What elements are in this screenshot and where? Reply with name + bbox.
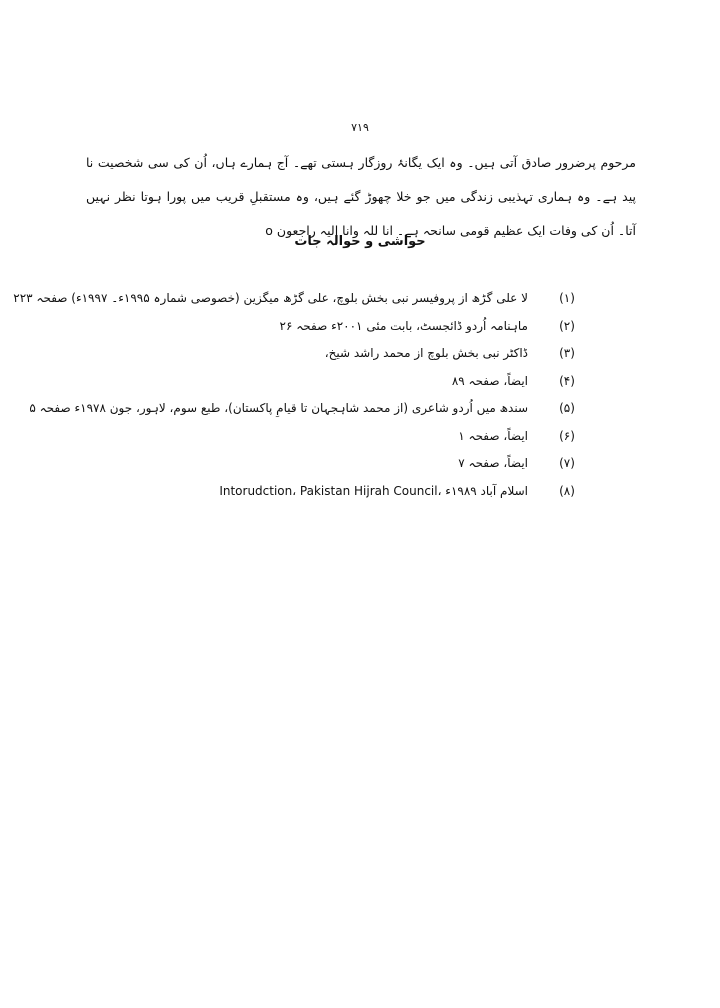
reference-item (140, 479, 580, 507)
reference-text: ماہنامہ اُردو ڈائجسٹ، بابت مئی ۲۰۰۱ء صفحہ ۲۶ (279, 318, 528, 333)
reference-item (140, 314, 580, 342)
reference-item (29, 396, 580, 424)
reference-number: (۵) (559, 401, 575, 415)
reference-number: (۳) (559, 346, 575, 360)
reference-number: (۸) (559, 483, 575, 498)
reference-item (140, 369, 580, 397)
reference-text: ایضاً، صفحہ ۱ (458, 428, 528, 443)
reference-item (140, 341, 580, 369)
reference-text: Intorudction، Pakistan Hijrah Council، اسلام آباد ۱۹۸۹ء (219, 483, 528, 498)
reference-item (140, 424, 580, 452)
reference-text: ایضاً، صفحہ ۸۹ (451, 373, 528, 388)
reference-item (13, 286, 580, 314)
references-heading: حواشی و حوالہ جات (294, 234, 426, 249)
reference-text: ڈاکٹر نبی بخش بلوچ از محمد راشد شیخ، (324, 346, 528, 360)
reference-number: (۲) (559, 318, 575, 333)
reference-text: لا علی گڑھ از پروفیسر نبی بخش بلوچ، علی گڑھ میگزین (خصوصی شمارہ ۱۹۹۵ء۔ ۱۹۹۷ء) صفحہ ۲۲۳ (13, 291, 528, 305)
reference-text: سندھ میں اُردو شاعری (از محمد شاہجہان تا قیامِ پاکستان)، طبع سوم، لاہور، جون ۱۹۷۸ء صفحہ ۵ (29, 401, 528, 415)
references-list (13, 286, 580, 506)
reference-number: (۶) (559, 428, 575, 443)
reference-text: ایضاً، صفحہ ۷ (458, 456, 528, 470)
body-paragraph: مرحوم پرضرور صادق آتی ہیں۔ وہ ایک یگانۂ روزگار ہستی تھے۔ آج ہمارے ہاں، اُن کی سی شخصیت نا پید ہے۔ وہ ہماری تہذیبی زندگی میں جو خلا چھوڑ گئے ہیں، وہ مستقبلِ قریب میں پورا ہوتا نظر نہیں آتا۔ اُن کی وفات ایک عظیم قومی سانحہ ہے۔ انا للہ وانا الیہ راجعون o (86, 155, 636, 238)
reference-item (140, 451, 580, 479)
reference-number: (۱) (559, 291, 575, 305)
page-number: ۷۱۹ (351, 121, 369, 134)
reference-number: (۴) (559, 373, 575, 388)
reference-number: (۷) (559, 456, 575, 470)
